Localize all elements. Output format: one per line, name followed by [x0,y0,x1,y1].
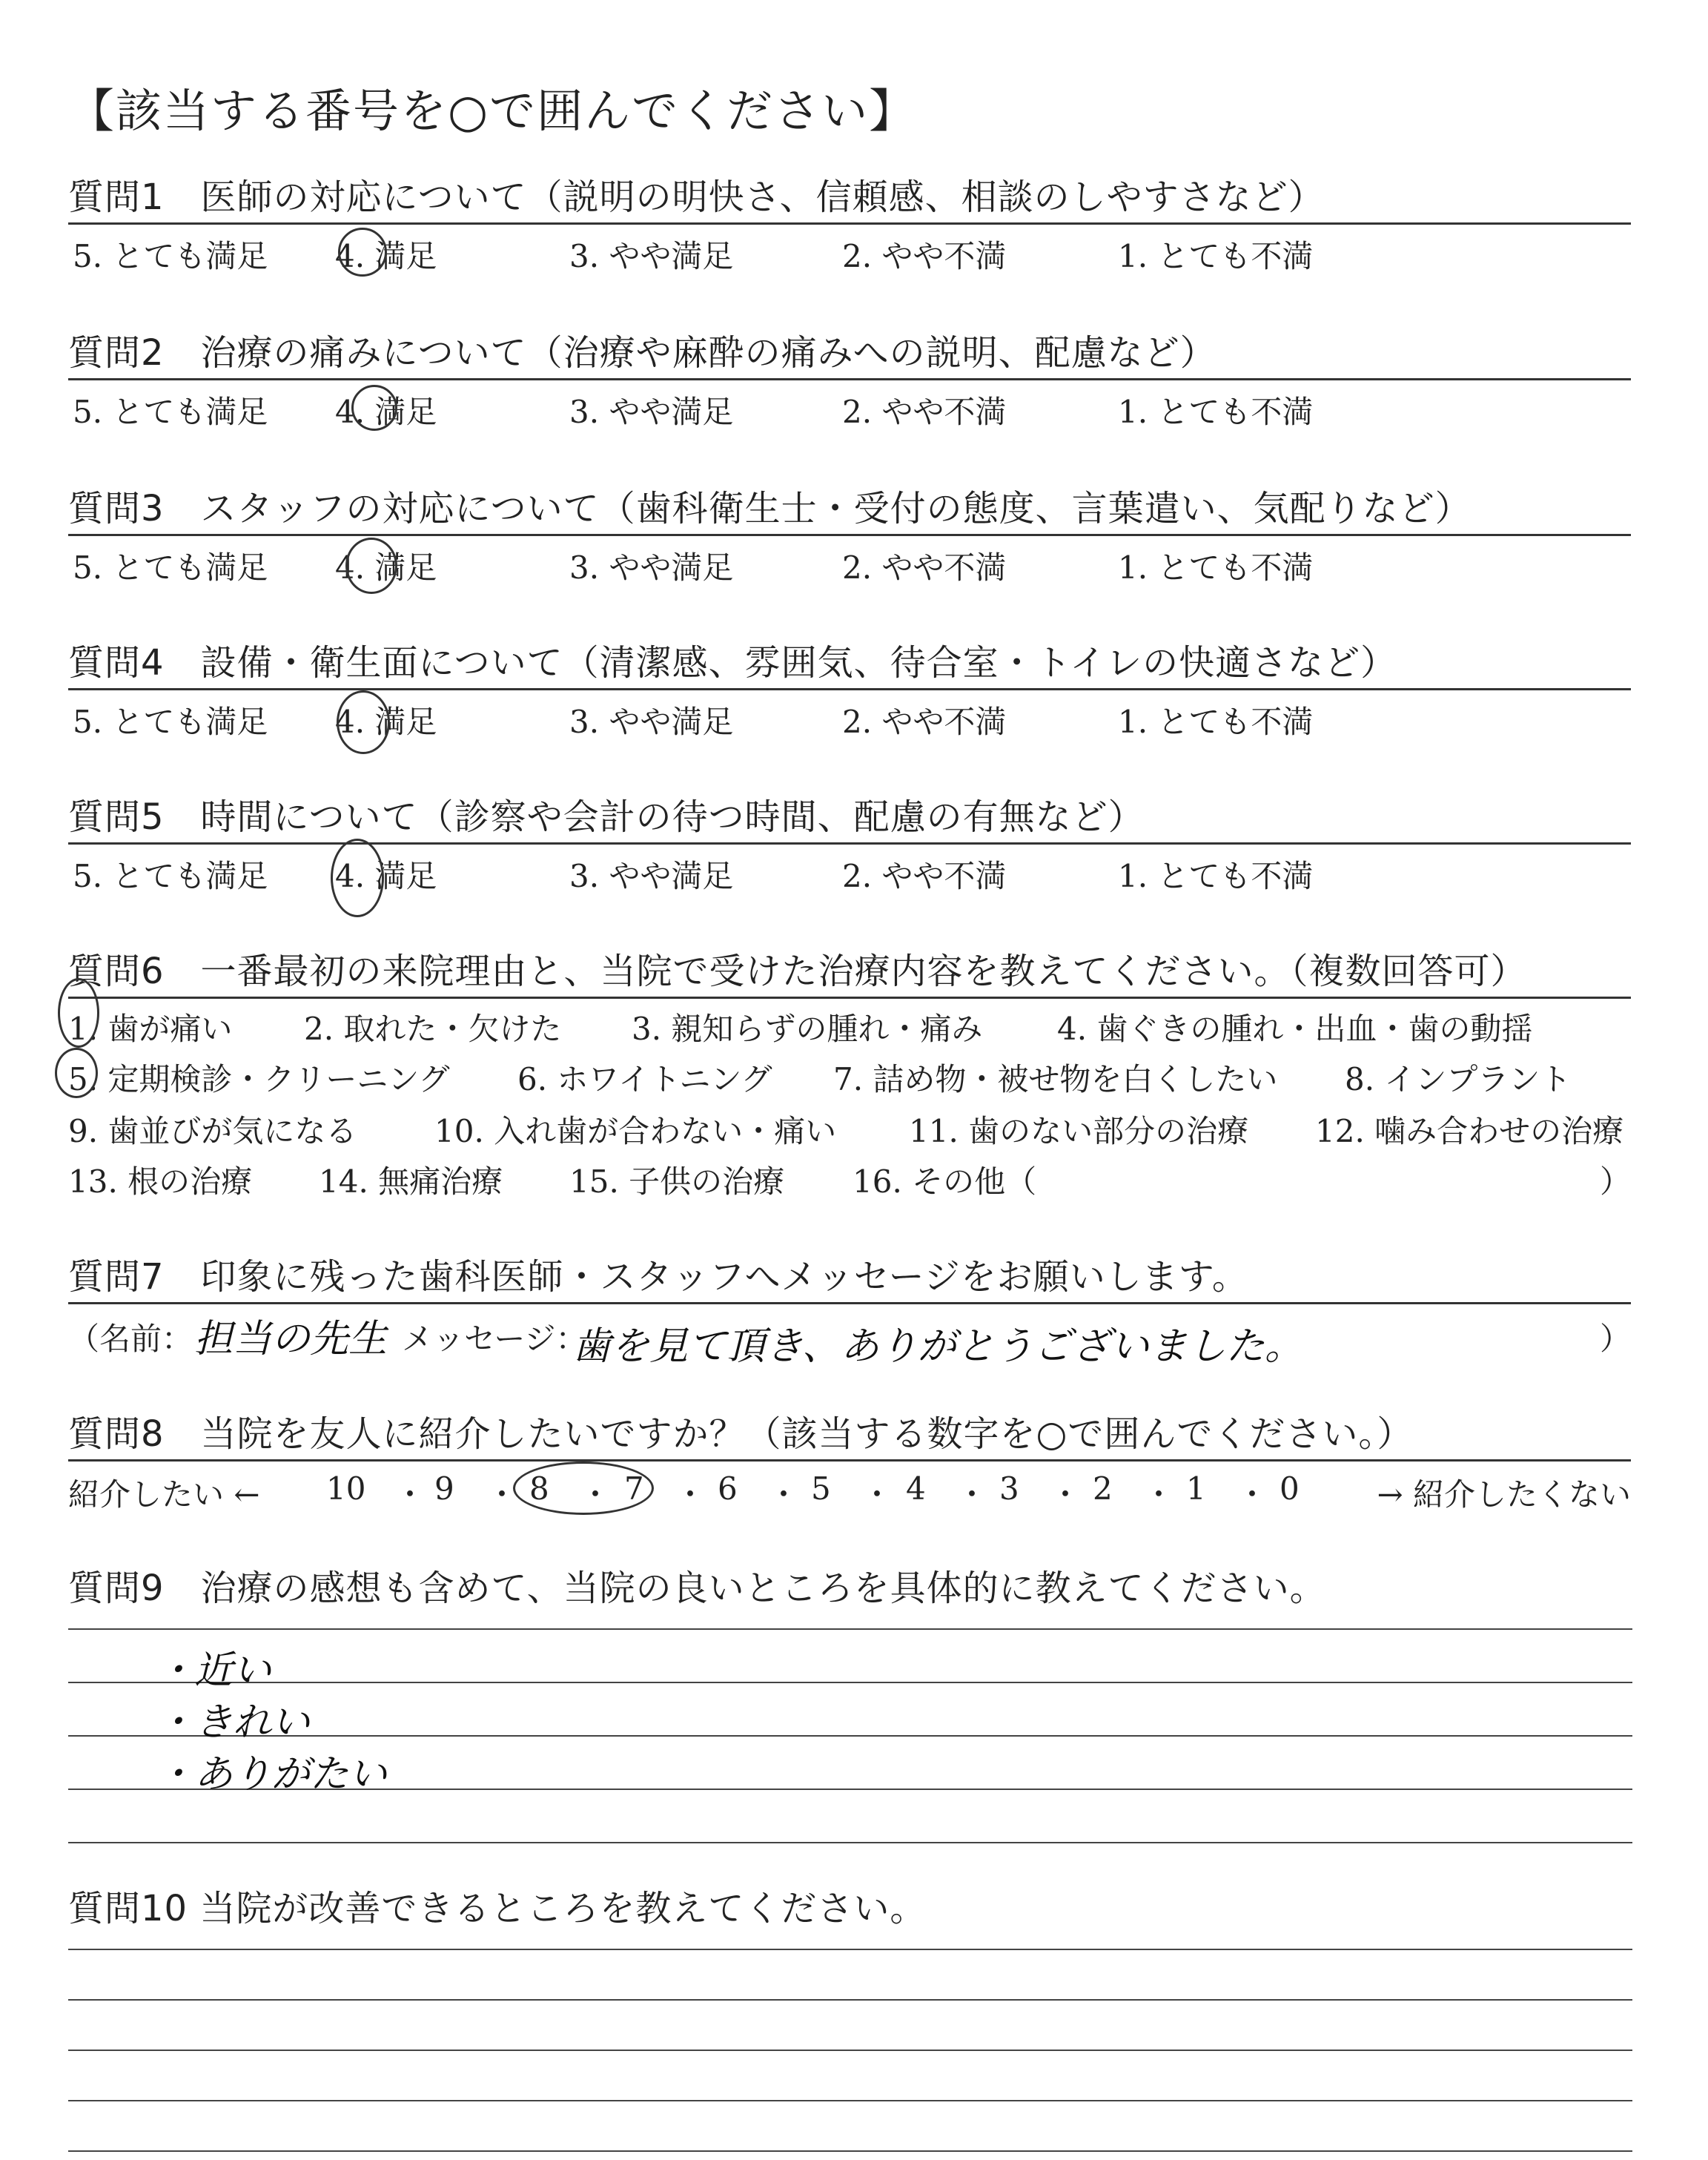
handwritten-answer[interactable]: ・きれい [156,1700,311,1745]
answer-line [68,1628,1632,1630]
close-paren: ） [1599,1163,1631,1200]
scale-value[interactable]: 10 [326,1470,366,1507]
question-4-label: 質問4 設備・衛生面について（清潔感、雰囲気、待合室・トイレの快適さなど） [68,638,1631,690]
rating-option-3[interactable]: 3. やや満足 [569,858,734,894]
scale-value[interactable]: 9 [434,1470,454,1507]
question-2 [68,328,1631,432]
question-3-label: 質問3 スタッフの対応について（歯科衛生士・受付の態度、言葉遣い、気配りなど） [68,483,1631,536]
answer-line [68,1842,1632,1843]
rating-option-2[interactable]: 2. やや不満 [842,704,1007,740]
rating-option-1[interactable]: 1. とても不満 [1118,394,1314,430]
handwritten-name[interactable]: 担当の先生 [194,1317,388,1361]
question-3-options [68,536,1631,588]
rating-option-1[interactable]: 1. とても不満 [1118,858,1314,894]
option-item[interactable]: 13. 根の治療 [68,1163,253,1200]
option-item[interactable]: 7. 詰め物・被せ物を白くしたい [833,1061,1278,1097]
page-title: 【該当する番号を○で囲んでください】 [68,84,917,138]
question-1 [68,172,1631,277]
question-7 [68,1252,1631,1371]
rating-option-1[interactable]: 1. とても不満 [1118,704,1314,740]
rating-option-5[interactable]: 5. とても満足 [73,238,268,274]
question-1-options [68,225,1631,277]
close-paren: ） [1599,1321,1631,1357]
rating-option-5[interactable]: 5. とても満足 [73,394,268,430]
message-label: メッセージ： [402,1321,587,1357]
question-8-label: 質問8 当院を友人に紹介したいですか？（該当する数字を○で囲んでください。） [68,1409,1631,1462]
handwritten-answer[interactable]: ・近い [156,1648,272,1693]
scale-value[interactable]: 3 [999,1470,1019,1507]
rating-option-3[interactable]: 3. やや満足 [569,549,734,586]
option-item[interactable]: 12. 噛み合わせの治療 [1315,1113,1624,1149]
question-2-options [68,380,1631,432]
scale-value[interactable]: 6 [718,1470,738,1507]
question-6-options [68,999,1631,1206]
rating-option-3[interactable]: 3. やや満足 [569,238,734,274]
rating-option-1[interactable]: 1. とても不満 [1118,549,1314,586]
rating-option-4[interactable]: 4. 満足 [335,858,437,894]
rating-option-1[interactable]: 1. とても不満 [1118,238,1314,274]
scale-value[interactable]: 8 [529,1470,549,1507]
scale-value[interactable]: 0 [1280,1470,1300,1507]
question-6-label: 質問6 一番最初の来院理由と、当院で受けた治療内容を教えてください。（複数回答可） [68,946,1631,999]
rating-option-4[interactable]: 4. 満足 [335,549,437,586]
question-9 [68,1563,1631,1614]
answer-line [68,2100,1632,2101]
rating-option-3[interactable]: 3. やや満足 [569,394,734,430]
option-item[interactable]: 2. 取れた・欠けた [304,1011,562,1047]
option-item[interactable]: 1. 歯が痛い [68,1011,233,1047]
answer-line [68,2150,1632,2152]
option-item[interactable]: 8. インプラント [1345,1061,1572,1097]
rating-option-2[interactable]: 2. やや不満 [842,858,1007,894]
name-label: （名前： [68,1321,193,1357]
scale-value[interactable]: 4 [906,1470,926,1507]
option-item[interactable]: 16. その他（ [853,1163,1037,1200]
option-item[interactable]: 9. 歯並びが気になる [68,1113,357,1149]
option-item[interactable]: 14. 無痛治療 [319,1163,503,1200]
scale-left-label: 紹介したい ← [68,1476,260,1513]
rating-option-5[interactable]: 5. とても満足 [73,549,268,586]
question-7-message-row [68,1304,1631,1371]
answer-line [68,2050,1632,2051]
option-item[interactable]: 10. 入れ歯が合わない・痛い [434,1113,837,1149]
question-5-options [68,845,1631,896]
rating-option-4[interactable]: 4. 満足 [335,238,437,274]
question-8 [68,1409,1631,1513]
scale-value[interactable]: 2 [1093,1470,1113,1507]
question-9-label: 質問9 治療の感想も含めて、当院の良いところを具体的に教えてください。 [68,1568,1326,1609]
question-5-label: 質問5 時間について（診察や会計の待つ時間、配慮の有無など） [68,792,1631,845]
scale-value[interactable]: 7 [624,1470,644,1507]
rating-option-2[interactable]: 2. やや不満 [842,549,1007,586]
option-item[interactable]: 5. 定期検診・クリーニング [68,1061,450,1097]
option-item[interactable]: 4. 歯ぐきの腫れ・出血・歯の動揺 [1057,1011,1533,1047]
question-2-label: 質問2 治療の痛みについて（治療や麻酔の痛みへの説明、配慮など） [68,328,1631,380]
question-3 [68,483,1631,588]
question-7-label: 質問7 印象に残った歯科医師・スタッフへメッセージをお願いします。 [68,1252,1631,1304]
option-item[interactable]: 11. 歯のない部分の治療 [909,1113,1249,1149]
scale-right-label: → 紹介したくない [1377,1476,1631,1513]
rating-option-3[interactable]: 3. やや満足 [569,704,734,740]
answer-line [68,1682,1632,1683]
question-10 [68,1883,1631,1934]
rating-option-5[interactable]: 5. とても満足 [73,704,268,740]
rating-option-4[interactable]: 4. 満足 [335,704,437,740]
rating-option-4[interactable]: 4. 満足 [335,394,437,430]
rating-option-5[interactable]: 5. とても満足 [73,858,268,894]
rating-option-2[interactable]: 2. やや不満 [842,238,1007,274]
scale-value[interactable]: 5 [811,1470,831,1507]
question-6 [68,946,1631,1206]
question-10-label: 質問10 当院が改善できるところを教えてください。 [68,1888,927,1929]
answer-line [68,1999,1632,2001]
question-4 [68,638,1631,742]
option-item[interactable]: 6. ホワイトニング [517,1061,772,1097]
question-1-label: 質問1 医師の対応について（説明の明快さ、信頼感、相談のしやすさなど） [68,172,1631,225]
option-item[interactable]: 15. 子供の治療 [569,1163,785,1200]
answer-line [68,1949,1632,1950]
recommend-scale: 紹介したい ← 10 ・ 9 ・ 8 ・ 7 ・ 6 ・ 5 ・ 4 ・ 3 ・ 2 ・ 1 ・ 0 → 紹介したくない [68,1462,1631,1513]
question-4-options [68,690,1631,742]
rating-option-2[interactable]: 2. やや不満 [842,394,1007,430]
scale-value[interactable]: 1 [1186,1470,1206,1507]
handwritten-answer[interactable]: ・ありがたい [156,1752,388,1797]
question-5 [68,792,1631,896]
handwritten-message[interactable]: 歯を見て頂き、ありがとうございました。 [572,1324,1303,1369]
option-item[interactable]: 3. 親知らずの腫れ・痛み [632,1011,983,1047]
